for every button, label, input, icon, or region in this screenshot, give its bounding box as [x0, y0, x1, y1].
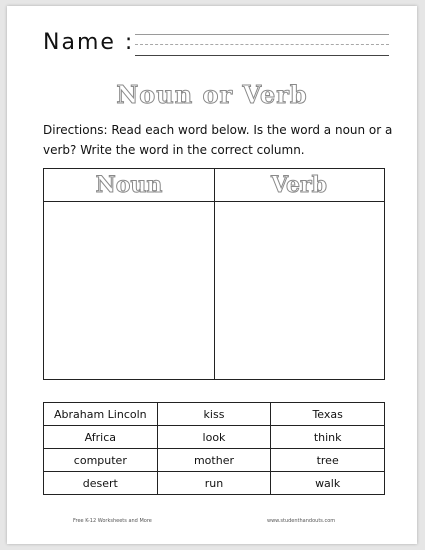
- footer-left-text: Free K-12 Worksheets and More: [73, 518, 152, 524]
- word-cell: desert: [44, 472, 158, 495]
- name-guide-top-line: [135, 34, 389, 35]
- name-guide-base-line: [135, 55, 389, 56]
- worksheet-page: [7, 6, 417, 544]
- word-cell: look: [157, 426, 271, 449]
- word-cell: kiss: [157, 403, 271, 426]
- name-label: Name :: [43, 30, 135, 55]
- noun-column-header: Noun: [95, 172, 163, 198]
- table-row: [44, 403, 385, 426]
- footer-url-text: www.studenthandouts.com: [267, 518, 336, 524]
- table-row: [44, 426, 385, 449]
- word-cell: Texas: [271, 403, 385, 426]
- table-row: [44, 449, 385, 472]
- word-cell: Africa: [44, 426, 158, 449]
- table-row: [44, 472, 385, 495]
- worksheet-title: Noun or Verb: [116, 80, 308, 109]
- word-cell: think: [271, 426, 385, 449]
- word-cell: computer: [44, 449, 158, 472]
- noun-verb-sort-table: [43, 168, 385, 380]
- name-row: [43, 30, 389, 60]
- name-guide-mid-line: [135, 44, 389, 45]
- word-cell: run: [157, 472, 271, 495]
- verb-column-header: Verb: [270, 172, 328, 198]
- word-cell: Abraham Lincoln: [44, 403, 158, 426]
- word-bank-table: [43, 402, 385, 495]
- word-cell: walk: [271, 472, 385, 495]
- directions-text: Directions: Read each word below. Is the word a noun or a verb? Write the word in the correct column.: [43, 123, 393, 157]
- word-cell: tree: [271, 449, 385, 472]
- sort-table-column-divider: [214, 169, 215, 379]
- word-cell: mother: [157, 449, 271, 472]
